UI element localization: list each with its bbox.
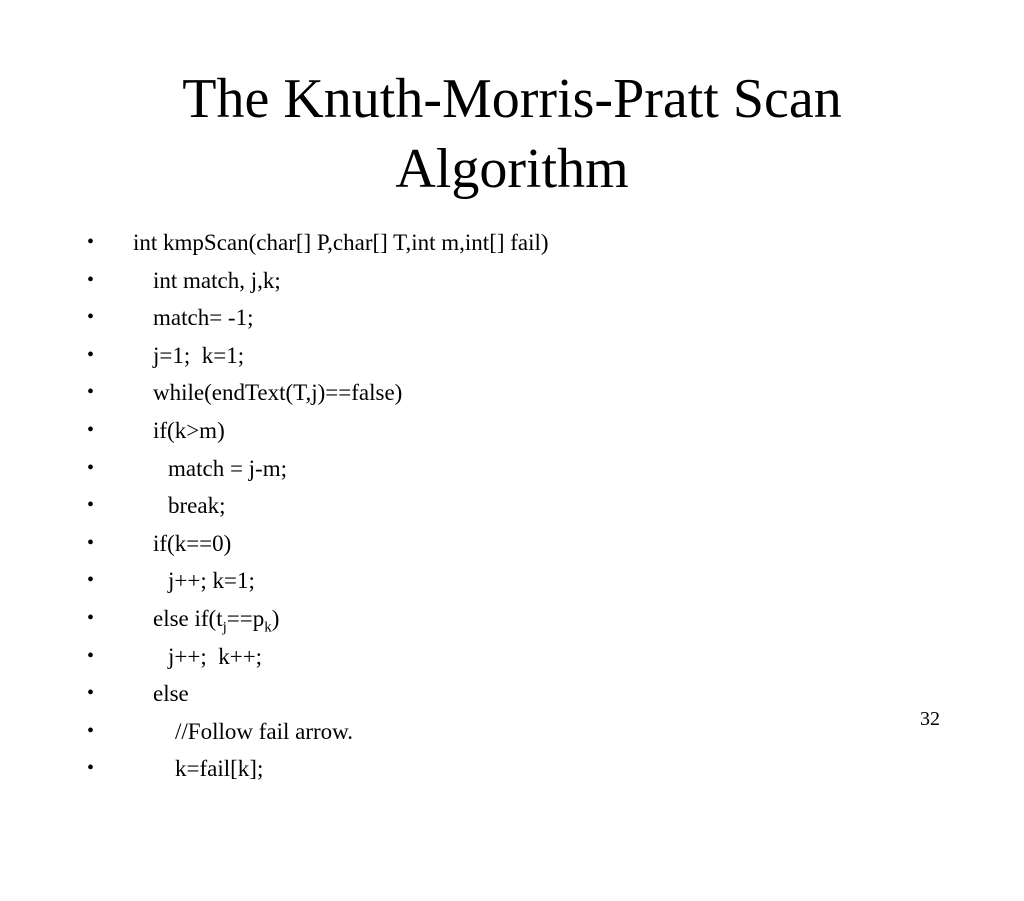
bullet-item	[0, 750, 1024, 788]
bullet-icon: •	[87, 494, 95, 517]
code-line: j++; k=1;	[168, 568, 255, 594]
bullet-icon: •	[87, 418, 95, 441]
bullet-icon: •	[87, 644, 95, 667]
title-line-2: Algorithm	[395, 138, 629, 200]
bullet-item	[0, 337, 1024, 375]
bullet-icon: •	[87, 306, 95, 329]
slide-title	[0, 64, 1024, 204]
bullet-icon: •	[87, 231, 95, 253]
bullet-icon: •	[87, 719, 95, 742]
code-line: if(k>m)	[153, 417, 225, 443]
bullet-icon: •	[87, 531, 95, 554]
code-line: int match, j,k;	[153, 267, 281, 293]
code-bullet-list	[0, 224, 1024, 788]
code-line: else	[153, 681, 189, 707]
bullet-item	[0, 262, 1024, 300]
code-line	[153, 600, 279, 638]
code-line: //Follow fail arrow.	[175, 718, 354, 744]
bullet-icon: •	[87, 757, 95, 780]
bullet-icon: •	[87, 569, 95, 592]
code-text: else if(t	[153, 605, 223, 631]
bullet-icon: •	[87, 381, 95, 404]
code-text: ==p	[226, 605, 265, 631]
code-line: break;	[168, 493, 226, 519]
bullet-item	[0, 525, 1024, 563]
bullet-item	[0, 562, 1024, 600]
code-text: )	[271, 605, 280, 631]
code-line: k=fail[k];	[175, 756, 264, 782]
code-line: j++; k++;	[168, 643, 263, 669]
bullet-item	[0, 600, 1024, 638]
code-line: j=1; k=1;	[153, 342, 245, 368]
title-line-1: The Knuth-Morris-Pratt Scan	[182, 68, 842, 130]
bullet-icon: •	[87, 268, 95, 291]
bullet-item	[0, 450, 1024, 488]
bullet-icon: •	[87, 606, 95, 629]
bullet-item	[0, 299, 1024, 337]
code-line: int kmpScan(char[] P,char[] T,int m,int[] fail)	[133, 230, 549, 255]
bullet-icon: •	[87, 343, 95, 366]
bullet-item	[0, 713, 1024, 751]
code-line: match = j-m;	[168, 455, 287, 481]
bullet-item	[0, 487, 1024, 525]
bullet-item	[0, 374, 1024, 412]
bullet-item	[0, 412, 1024, 450]
subscript-j: j	[222, 619, 227, 636]
bullet-icon: •	[87, 682, 95, 705]
bullet-item	[0, 638, 1024, 676]
code-line: while(endText(T,j)==false)	[153, 380, 403, 406]
page-number: 32	[920, 708, 940, 730]
subscript-k: k	[264, 619, 272, 636]
bullet-item	[0, 675, 1024, 713]
bullet-icon: •	[87, 456, 95, 479]
code-line: if(k==0)	[153, 530, 232, 556]
code-line: match= -1;	[153, 305, 254, 331]
bullet-item	[0, 224, 1024, 262]
